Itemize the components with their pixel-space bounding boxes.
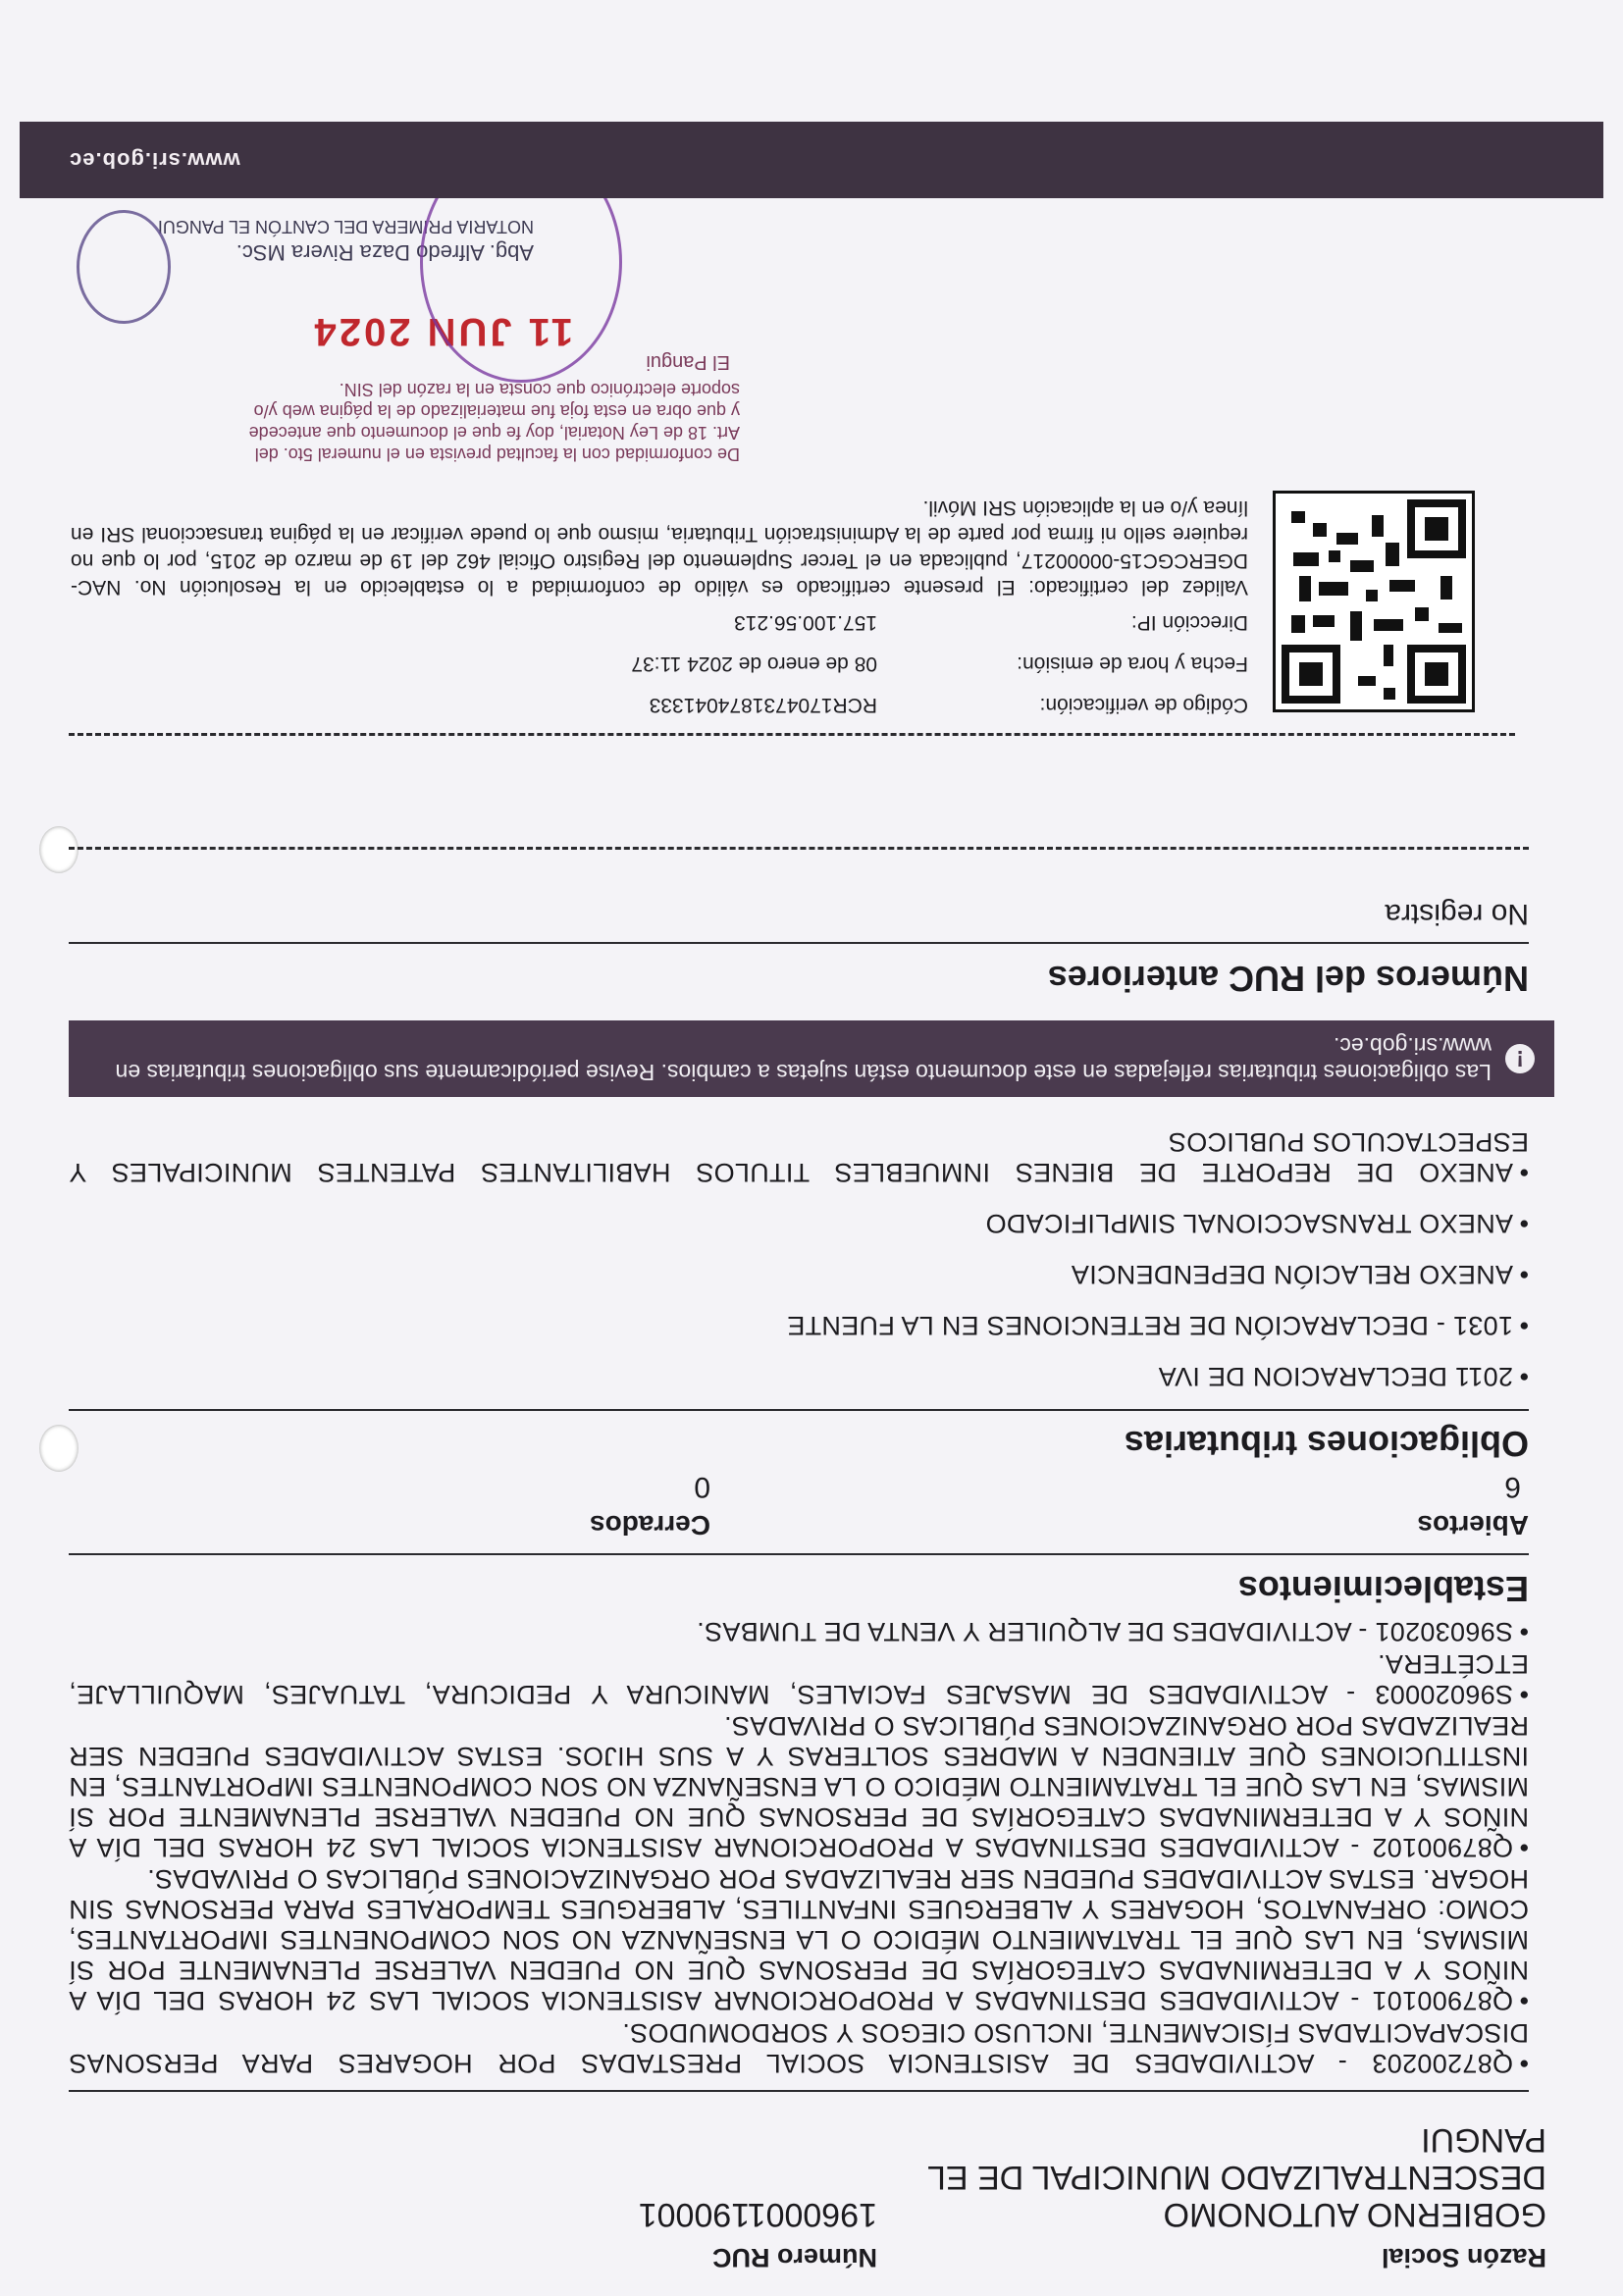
notary-stamp-line: Art. 18 de Ley Notarial, doy fe que el documento que antecede	[248, 423, 740, 443]
notary-stamp-line: De conformidad con la facultad prevista en el numeral 5to. del	[254, 444, 740, 464]
cerrados-label: Cerrados	[590, 1510, 710, 1540]
verification-qr-code	[1273, 491, 1475, 712]
notary-stamp-date: 11 JUN 2024	[311, 310, 573, 353]
obligaciones-title: Obligaciones tributarias	[1124, 1424, 1529, 1464]
divider	[69, 2090, 1529, 2092]
ruc-label: Número RUC	[711, 2243, 877, 2272]
divider	[69, 1553, 1529, 1555]
ruc-value: 1960001190001	[638, 2196, 877, 2233]
abiertos-label: Abiertos	[1417, 1510, 1529, 1540]
sri-website-link[interactable]: www.sri.gob.ec	[69, 148, 240, 173]
verification-code-value: RCR1704731874041333	[649, 694, 877, 716]
notary-office-name: NOTARIA PRIMERA DEL CANTÓN EL PANGUI	[157, 217, 534, 236]
dashed-divider	[69, 847, 1529, 850]
actividad-item: •Q87900102 - ACTIVIDADES DESTINADAS A PROPORCIONAR ASISTENCIA SOCIAL LAS 24 HORAS DEL DÍA A NIÑOS Y A DETERMINADAS CATEGORÍAS DE PERSONAS QUE NO PUEDEN VALERSE PLENAMENTE POR SÍ MISMAS, EN LAS QUE EL TRATAMIENTO MÉDICO O LA ENSEÑANZA NO SON COMPONENTES IMPORTANTES, EN INSTITUCIONES QUE ATIENDEN A MADRES SOLTERAS Y A SUS HIJOS. ESTAS ACTIVIDADES PUEDEN SER REALIZADAS POR ORGANIZACIONES PÚBLICAS O PRIVADAS.	[69, 1711, 1529, 1862]
actividad-item: •Q87200203 - ACTIVIDADES DE ASISTENCIA SOCIAL PRESTADAS POR HOGARES PARA PERSONAS DISCAPACITADAS FÍSICAMENTE, INCLUSO CIEGOS Y SORDOMUDOS.	[69, 2018, 1529, 2078]
certificate-validity-text: Validez del certificado: El presente certificado es válido de conformidad a lo establecido en la Resolución No. NAC-DGERCGC15-00000217, publicada en el Tercer Suplemento del Registro Oficial 462 del 19 de marzo de 2015, por lo que no requiere sello ni firma por parte de la Administración Tributaria, mismo que lo puede verificar en la página transaccional SRI en línea y/o en la aplicación SRI Móvil.	[71, 496, 1248, 599]
abiertos-value: 6	[1504, 1471, 1521, 1503]
verification-code-label: Código de verificación:	[1039, 694, 1248, 716]
ip-address-value: 157.100.56.213	[734, 611, 877, 634]
dashed-divider	[69, 733, 1515, 736]
notary-stamp-text	[112, 379, 740, 465]
razon-social-value	[927, 2121, 1546, 2233]
razon-social-line: DESCENTRALIZADO MUNICIPAL DE EL	[926, 2159, 1546, 2196]
actividad-item: •S96030201 - ACTIVIDADES DE ALQUILER Y VENTA DE TUMBAS.	[696, 1617, 1529, 1646]
razon-social-line: PANGUI	[1421, 2121, 1546, 2159]
obligacion-item: •1031 - DECLARACIÓN DE RETENCIONES EN LA FUENTE	[787, 1311, 1529, 1340]
emission-date-label: Fecha y hora de emisión:	[1017, 652, 1248, 675]
notary-signature-name: Abg. Alfredo Daza Rivera MSc.	[236, 240, 534, 265]
ruc-anteriores-value: No registra	[1385, 898, 1529, 930]
ruc-anteriores-title: Números del RUC anteriores	[1047, 959, 1529, 999]
divider	[69, 1409, 1529, 1411]
razon-social-line: GOBIERNO AUTONOMO	[1163, 2196, 1546, 2233]
ip-address-label: Dirección IP:	[1130, 611, 1248, 634]
obligacion-item: •ANEXO DE REPORTE DE BIENES INMUEBLES TITULOS HABILITANTES PATENTES MUNICIPALES Y ESPECTACULOS PUBLICOS	[69, 1127, 1529, 1187]
obligaciones-notice-text: Las obligaciones tributarias reflejadas en este documento están sujetas a cambios. Revise periódicamente sus obligaciones tributarias en www.sri.gob.ec.	[115, 1033, 1492, 1085]
actividad-item: •Q87900101 - ACTIVIDADES DESTINADAS A PROPORCIONAR ASISTENCIA SOCIAL LAS 24 HORAS DEL DÍA A NIÑOS Y A DETERMINADAS CATEGORÍAS DE PERSONAS QUE NO PUEDEN VALERSE PLENAMENTE POR SÍ MISMAS, EN LAS QUE EL TRATAMIENTO MÉDICO O LA ENSEÑANZA NO SON COMPONENTES IMPORTANTES, COMO: ORFANATOS, HOGARES Y ALBERGUES INFANTILES, ALBERGUES TEMPORALES PARA PERSONAS SIN HOGAR. ESTAS ACTIVIDADES PUEDEN SER REALIZADAS POR ORGANIZACIONES PÚBLICAS O PRIVADAS.	[69, 1864, 1529, 2015]
actividad-item: •S96020003 - ACTIVIDADES DE MASAJES FACIALES, MANICURA Y PEDICURA, TATUAJES, MAQUILLAJE, ETCÉTERA.	[69, 1649, 1529, 1709]
obligacion-item: •ANEXO RELACIÓN DEPENDENCIA	[1071, 1260, 1529, 1289]
info-icon: !	[1505, 1044, 1535, 1073]
sri-footer-bar	[20, 122, 1603, 198]
notary-signature-mark	[77, 210, 171, 324]
obligacion-item: •2011 DECLARACION DE IVA	[1158, 1362, 1529, 1391]
punch-hole	[39, 1425, 79, 1472]
notary-stamp-line: soporte electrónico que consta en la razón del SIN.	[339, 380, 740, 399]
establecimientos-title: Establecimientos	[1237, 1569, 1529, 1609]
punch-hole	[39, 826, 79, 873]
divider	[69, 942, 1529, 944]
obligaciones-notice-banner	[69, 1020, 1554, 1097]
notary-stamp-place: El Pangui	[646, 351, 730, 373]
emission-date-value: 08 de enero de 2024 11:37	[631, 652, 877, 675]
notary-stamp-line: y que obra en esta foja fue materializado de la página web y/o	[253, 401, 740, 421]
cerrados-value: 0	[694, 1471, 710, 1503]
razon-social-label: Razón Social	[1381, 2243, 1546, 2272]
obligacion-item: •ANEXO TRANSACCIONAL SIMPLIFICADO	[985, 1209, 1529, 1238]
